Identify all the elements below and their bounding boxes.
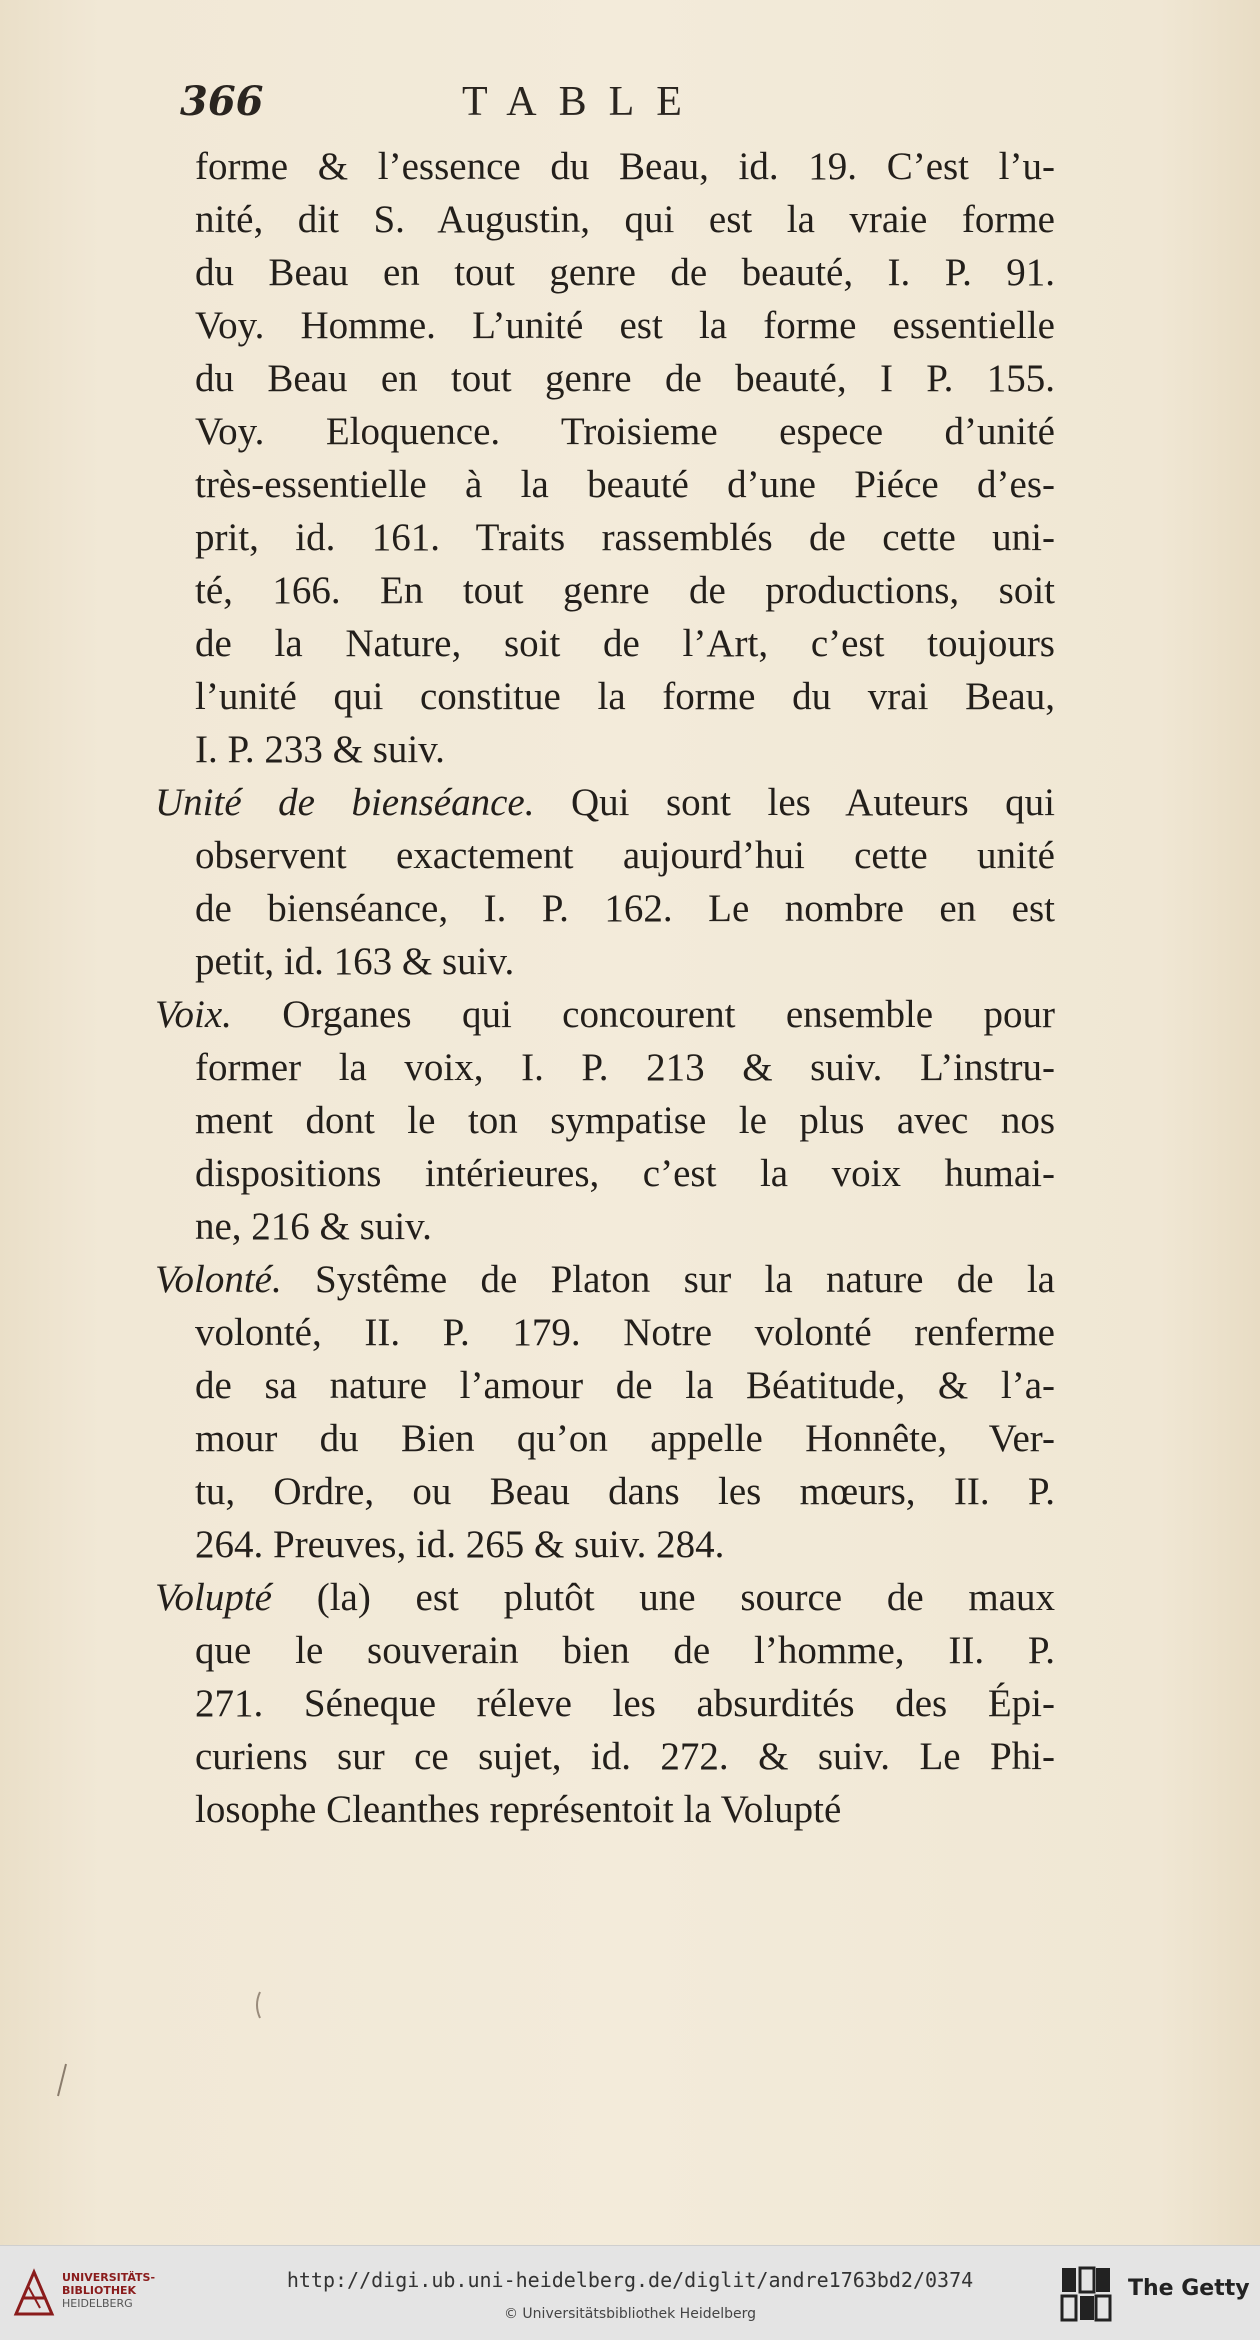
text-line: petit, id. 163 & suiv. <box>195 940 515 983</box>
entry-headword: Unité de bienséance. <box>155 781 535 824</box>
index-entry-volupte <box>155 1571 1095 1836</box>
text-line: Voy. Homme. L’unité est la forme essentielle <box>195 304 1055 347</box>
text-line: I. P. 233 & suiv. <box>195 728 445 771</box>
index-entry-continuation <box>195 140 1095 776</box>
text-line: très-essentielle à la beauté d’une Piéce d’es- <box>195 463 1055 506</box>
text-line: losophe Cleanthes représentoit la Volupté <box>195 1788 842 1831</box>
text-line: prit, id. 161. Traits rassemblés de cette uni- <box>195 516 1055 559</box>
running-title: TABLE <box>462 79 704 125</box>
entry-headword: Voix. <box>155 993 232 1036</box>
index-entry-volonte <box>155 1253 1095 1571</box>
entry-first-line <box>155 776 1055 829</box>
text-line: que le souverain bien de l’homme, II. P. <box>195 1629 1055 1672</box>
text-line: volonté, II. P. 179. Notre volonté renferme <box>195 1311 1055 1354</box>
index-entry-unite-de-bienseance <box>155 776 1095 988</box>
text-line: du Beau en tout genre de beauté, I P. 155. <box>195 357 1055 400</box>
text-run: (la) est plutôt une source de maux <box>271 1576 1055 1619</box>
text-line: de la Nature, soit de l’Art, c’est toujours <box>195 622 1055 665</box>
text-line: observent exactement aujourd’hui cette unité <box>195 834 1055 877</box>
text-line: 264. Preuves, id. 265 & suiv. 284. <box>195 1523 725 1566</box>
library-name-line: BIBLIOTHEK <box>62 2284 137 2297</box>
text-line: dispositions intérieures, c’est la voix humai- <box>195 1152 1055 1195</box>
text-line: former la voix, I. P. 213 & suiv. L’instru- <box>195 1046 1055 1089</box>
entry-first-line <box>155 988 1055 1041</box>
text-line: nité, dit S. Augustin, qui est la vraie forme <box>195 198 1055 241</box>
text-run: Qui sont les Auteurs qui <box>534 781 1055 824</box>
text-line: mour du Bien qu’on appelle Honnête, Ver- <box>195 1417 1055 1460</box>
text-line: Voy. Eloquence. Troisieme espece d’unité <box>195 410 1055 453</box>
scan-mark-icon <box>252 1990 264 2020</box>
partner-name: The Getty <box>1128 2276 1250 2301</box>
text-line: de sa nature l’amour de la Béatitude, & l’a- <box>195 1364 1055 1407</box>
page-header <box>180 78 1060 148</box>
text-line: 271. Séneque réleve les absurdités des Épi- <box>195 1682 1055 1725</box>
library-name-line: UNIVERSITÄTS- <box>62 2271 156 2284</box>
index-text <box>155 140 1095 1836</box>
text-run: Systême de Platon sur la nature de la <box>281 1258 1055 1301</box>
entry-first-line <box>155 1253 1055 1306</box>
text-line: ne, 216 & suiv. <box>195 1205 432 1248</box>
permalink-url[interactable]: http://digi.ub.uni-heidelberg.de/diglit/andre1763bd2/0374 <box>286 2268 974 2292</box>
text-line: forme & l’essence du Beau, id. 19. C’est l’u- <box>195 145 1055 188</box>
text-line: curiens sur ce sujet, id. 272. & suiv. Le Phi- <box>195 1735 1055 1778</box>
getty-logo-icon <box>1060 2266 1112 2322</box>
library-name-line: HEIDELBERG <box>62 2297 133 2310</box>
text-line: l’unité qui constitue la forme du vrai Beau, <box>195 675 1055 718</box>
copyright-notice: © Universitätsbibliothek Heidelberg <box>503 2306 756 2322</box>
scan-mark-icon <box>52 2060 72 2100</box>
text-line: de bienséance, I. P. 162. Le nombre en est <box>195 887 1055 930</box>
index-entry-voix <box>155 988 1095 1253</box>
entry-headword: Volonté. <box>155 1258 282 1301</box>
footer-bar <box>0 2245 1260 2340</box>
entry-first-line <box>155 1571 1055 1624</box>
entry-headword: Volupté <box>155 1576 272 1619</box>
text-run: Organes qui concourent ensemble pour <box>231 993 1055 1036</box>
text-line: té, 166. En tout genre de productions, soit <box>195 569 1055 612</box>
text-line: du Beau en tout genre de beauté, I. P. 91. <box>195 251 1055 294</box>
page-number: 366 <box>180 78 264 125</box>
text-line: tu, Ordre, ou Beau dans les mœurs, II. P. <box>195 1470 1055 1513</box>
text-line: ment dont le ton sympatise le plus avec nos <box>195 1099 1055 1142</box>
